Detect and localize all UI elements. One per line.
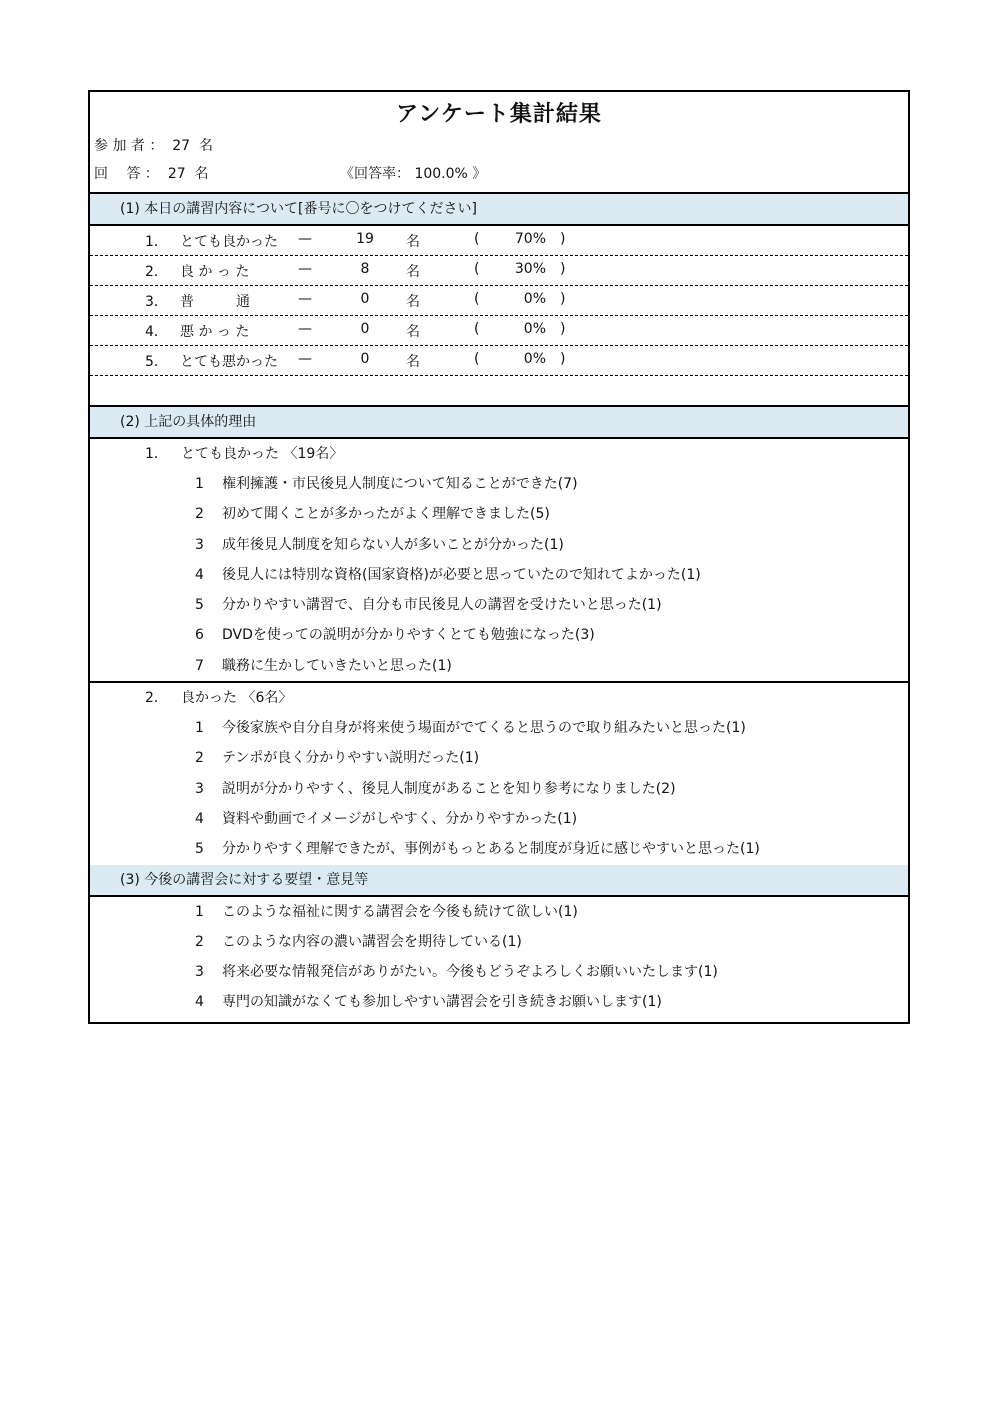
bottom-padding <box>90 1018 908 1022</box>
row-dash: — <box>298 291 312 307</box>
group-number: 1． <box>145 446 168 462</box>
row-dash: — <box>298 351 312 367</box>
survey-sheet <box>88 90 910 1024</box>
group-title: とても良かった 〈19名〉 <box>181 446 344 462</box>
row-dash: — <box>298 261 312 277</box>
item-text: 専門の知識がなくても参加しやすい講習会を引き続きお願いします(1) <box>222 994 662 1011</box>
header-block <box>90 92 908 194</box>
list-item <box>90 774 908 804</box>
row-number: 4． <box>145 324 168 340</box>
row-unit: 名 <box>406 264 420 280</box>
row-paren-close: ) <box>560 231 566 247</box>
row-percent: 30% <box>514 261 546 277</box>
q1-row <box>90 346 908 376</box>
item-number: 5 <box>195 597 204 614</box>
item-number: 1 <box>195 476 204 492</box>
list-item <box>90 651 908 681</box>
group-title: 良かった 〈6名〉 <box>181 690 293 707</box>
item-text: このような福祉に関する講習会を今後も続けて欲しい(1) <box>222 903 578 920</box>
participants-label: 参 加 者 ： <box>94 138 164 154</box>
row-paren-open: ( <box>474 261 480 277</box>
page-title: アンケート集計結果 <box>396 102 602 127</box>
item-number: 4 <box>195 810 204 827</box>
row-dash: — <box>298 231 312 247</box>
item-number: 7 <box>195 657 204 674</box>
row-number: 2． <box>145 264 168 280</box>
answers-label: 回 答 ： <box>94 166 159 182</box>
row-percent: 0% <box>523 351 546 367</box>
list-item <box>90 530 908 560</box>
row-paren-open: ( <box>474 351 480 367</box>
q1-row <box>90 316 908 346</box>
item-number: 2 <box>195 750 204 767</box>
row-unit: 名 <box>406 324 420 340</box>
row-paren-open: ( <box>474 231 480 247</box>
item-number: 4 <box>195 566 204 583</box>
row-paren-close: ) <box>560 261 566 277</box>
q2-group1-heading <box>90 439 908 469</box>
list-item <box>90 987 908 1017</box>
q1-row <box>90 226 908 256</box>
q2-group2-heading <box>90 681 908 713</box>
item-text: DVDを使っての説明が分かりやすくとても勉強になった(3) <box>222 627 595 644</box>
list-item <box>90 499 908 529</box>
q1-blank-row <box>90 376 908 405</box>
item-text: 将来必要な情報発信がありがたい。今後もどうぞよろしくお願いいたします(1) <box>222 964 718 981</box>
list-item <box>90 897 908 927</box>
list-item <box>90 804 908 834</box>
row-label: 悪 か っ た <box>180 324 250 340</box>
row-paren-open: ( <box>474 321 480 337</box>
participants-value: 27 <box>172 138 191 154</box>
q1-heading: (1) 本日の講習内容について[番号に〇をつけてください] <box>90 194 908 226</box>
row-count: 0 <box>360 351 370 367</box>
answers-unit: 名 <box>194 166 209 182</box>
row-paren-open: ( <box>474 291 480 307</box>
row-number: 5． <box>145 354 168 370</box>
row-unit: 名 <box>406 354 420 370</box>
answers-value: 27 <box>167 166 186 182</box>
item-number: 5 <box>195 841 204 858</box>
list-item <box>90 927 908 957</box>
item-number: 6 <box>195 627 204 644</box>
list-item <box>90 469 908 499</box>
answers-line <box>94 163 209 183</box>
q1-table <box>90 226 908 405</box>
list-item <box>90 590 908 620</box>
row-percent: 0% <box>523 321 546 337</box>
row-count: 0 <box>360 321 370 337</box>
item-number: 2 <box>195 933 204 950</box>
list-item <box>90 560 908 590</box>
participants-line <box>94 135 213 155</box>
row-dash: — <box>298 321 312 337</box>
row-label: 普 通 <box>180 294 250 310</box>
row-number: 3． <box>145 294 168 310</box>
item-text: 説明が分かりやすく、後見人制度があることを知り参考になりました(2) <box>222 780 676 797</box>
row-count: 19 <box>356 231 374 247</box>
item-text: 分かりやすい講習で、自分も市民後見人の講習を受けたいと思った(1) <box>222 597 662 614</box>
participants-unit: 名 <box>199 138 213 154</box>
item-text: 分かりやすく理解できたが、事例がもっとあると制度が身近に感じやすいと思った(1) <box>222 841 760 858</box>
row-paren-close: ) <box>560 351 566 367</box>
item-number: 4 <box>195 994 204 1011</box>
item-text: このような内容の濃い講習会を期待している(1) <box>222 933 522 950</box>
list-item <box>90 834 908 864</box>
row-paren-close: ) <box>560 291 566 307</box>
row-count: 8 <box>360 261 370 277</box>
item-text: 資料や動画でイメージがしやすく、分かりやすかった(1) <box>222 810 578 827</box>
item-text: テンポが良く分かりやすい説明だった(1) <box>222 750 480 767</box>
q2-heading: (2) 上記の具体的理由 <box>90 405 908 439</box>
row-label: 良 か っ た <box>180 264 250 280</box>
list-item <box>90 743 908 773</box>
row-percent: 0% <box>523 291 546 307</box>
item-text: 初めて聞くことが多かったがよく理解できました(5) <box>222 506 550 523</box>
row-label: とても悪かった <box>180 354 278 370</box>
item-text: 職務に生かしていきたいと思った(1) <box>222 657 452 674</box>
list-item <box>90 957 908 987</box>
row-percent: 70% <box>514 231 546 247</box>
row-number: 1． <box>145 234 168 250</box>
row-label: とても良かった <box>180 234 278 250</box>
q1-row <box>90 286 908 316</box>
row-unit: 名 <box>406 294 420 310</box>
item-number: 1 <box>195 720 204 737</box>
item-text: 後見人には特別な資格(国家資格)が必要と思っていたので知れてよかった(1) <box>222 566 701 583</box>
row-paren-close: ) <box>560 321 566 337</box>
list-item <box>90 620 908 650</box>
item-number: 2 <box>195 506 204 523</box>
q1-row <box>90 256 908 286</box>
item-number: 3 <box>195 780 204 797</box>
response-rate: 《回答率： 100.0% 》 <box>340 166 487 182</box>
q3-heading: (3) 今後の講習会に対する要望・意見等 <box>90 865 908 897</box>
item-number: 1 <box>195 903 204 920</box>
item-number: 3 <box>195 536 204 553</box>
row-count: 0 <box>360 291 370 307</box>
list-item <box>90 713 908 743</box>
group-number: 2． <box>145 690 168 707</box>
item-text: 権利擁護・市民後見人制度について知ることができた(7) <box>222 476 578 492</box>
row-unit: 名 <box>406 234 420 250</box>
item-number: 3 <box>195 964 204 981</box>
item-text: 今後家族や自分自身が将来使う場面がでてくると思うので取り組みたいと思った(1) <box>222 720 746 737</box>
item-text: 成年後見人制度を知らない人が多いことが分かった(1) <box>222 536 564 553</box>
